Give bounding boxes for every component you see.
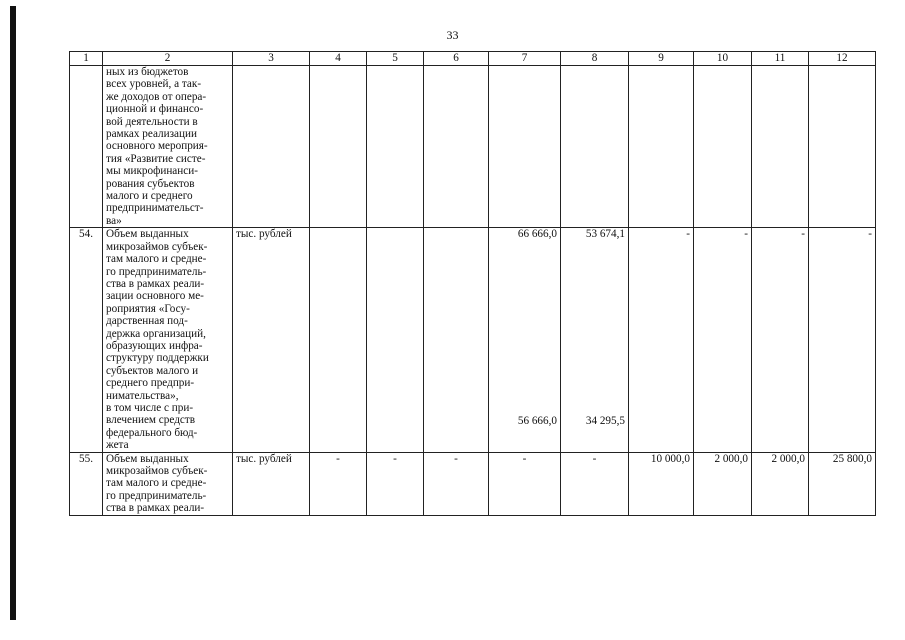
column-header: 8 (561, 52, 629, 66)
unit-cell: тыс. рублей (233, 228, 310, 452)
value-total: 66 666,0 (517, 228, 557, 241)
description-line: образующих инфра- (106, 339, 203, 352)
description-line: ства в рамках реали- (106, 502, 205, 515)
description-line: малого и среднего (106, 190, 193, 203)
value-cell-11: 2 000,0 (752, 452, 809, 515)
column-header: 5 (367, 52, 424, 66)
value-cell-6 (424, 66, 489, 228)
description-line: влечением средств (106, 414, 196, 427)
description-line: вой деятельности в (106, 115, 198, 128)
value-federal: 34 295,5 (585, 414, 625, 427)
description-line: рамках реализации (106, 128, 197, 141)
description-line: же доходов от опера- (106, 90, 207, 103)
column-header: 2 (103, 52, 233, 66)
row-description (103, 452, 233, 515)
value-cell-6 (424, 228, 489, 452)
value-cell-5: - (367, 452, 424, 515)
row-description (103, 228, 233, 452)
column-header: 3 (233, 52, 310, 66)
description-line: там малого и средне- (106, 253, 207, 266)
indicators-table (69, 51, 876, 516)
value-cell-8 (561, 66, 629, 228)
column-header: 4 (310, 52, 367, 66)
description-line: субъектов малого и (106, 364, 199, 377)
description-line: жета (106, 439, 129, 452)
description-line: всех уровней, а так- (106, 78, 202, 91)
description-line: предпринимательст- (106, 202, 204, 215)
description-line: роприятия «Госу- (106, 302, 190, 315)
value-federal: 56 666,0 (517, 414, 557, 427)
value-cell-10: - (694, 228, 752, 452)
description-line: микрозаймов субъек- (106, 240, 208, 253)
value-cell-5 (367, 228, 424, 452)
description-line: мы микрофинанси- (106, 165, 198, 178)
value-cell-9: 10 000,0 (629, 452, 694, 515)
unit-cell: тыс. рублей (233, 452, 310, 515)
column-header: 11 (752, 52, 809, 66)
unit-cell (233, 66, 310, 228)
value-cell-12: - (809, 228, 876, 452)
description-line: среднего предпри- (106, 377, 195, 390)
description-line: структуру поддержки (106, 352, 209, 365)
description-line: основного мероприя- (106, 140, 208, 153)
row-number: 54. (70, 228, 103, 452)
value-cell-12 (809, 66, 876, 228)
value-cell-7: - (489, 452, 561, 515)
value-cell-11: - (752, 228, 809, 452)
description-line: ства в рамках реали- (106, 277, 205, 290)
value-cell-4 (310, 66, 367, 228)
description-line: ных из бюджетов (106, 66, 189, 78)
description-line: го предприниматель- (106, 265, 207, 278)
column-header: 1 (70, 52, 103, 66)
description-line: дарственная под- (106, 315, 188, 328)
column-header: 7 (489, 52, 561, 66)
description-line: тия «Развитие систе- (106, 152, 206, 165)
value-cell-10: 2 000,0 (694, 452, 752, 515)
value-cell-10 (694, 66, 752, 228)
column-header: 6 (424, 52, 489, 66)
value-cell-7 (489, 66, 561, 228)
description-line: нимательства», (106, 389, 179, 402)
value-cell-12: 25 800,0 (809, 452, 876, 515)
column-header: 9 (629, 52, 694, 66)
value-cell-9: - (629, 228, 694, 452)
description-line: зации основного ме- (106, 290, 204, 303)
description-line: го предприниматель- (106, 489, 207, 502)
value-cell-8 (561, 228, 629, 452)
column-header: 12 (809, 52, 876, 66)
row-number (70, 66, 103, 228)
table-row (70, 66, 876, 228)
description-line: там малого и средне- (106, 477, 207, 490)
value-cell-7 (489, 228, 561, 452)
page-left-border (10, 6, 16, 620)
value-cell-4 (310, 228, 367, 452)
description-line: ва» (106, 214, 122, 227)
column-header: 10 (694, 52, 752, 66)
page-number: 33 (446, 28, 459, 42)
row-description (103, 66, 233, 228)
description-line: рования субъектов (106, 177, 195, 190)
value-cell-5 (367, 66, 424, 228)
value-cell-9 (629, 66, 694, 228)
value-cell-6: - (424, 452, 489, 515)
description-line: держка организаций, (106, 327, 206, 340)
value-cell-11 (752, 66, 809, 228)
description-line: федерального бюд- (106, 426, 198, 439)
row-number: 55. (70, 452, 103, 515)
description-line: Объем выданных (106, 452, 189, 465)
description-line: микрозаймов субъек- (106, 465, 208, 477)
description-line: Объем выданных (106, 228, 189, 241)
description-line: в том числе с при- (106, 401, 194, 414)
column-number-row (70, 52, 876, 66)
value-total: 53 674,1 (585, 228, 625, 241)
table-row (70, 228, 876, 452)
table-row (70, 452, 876, 515)
description-line: ционной и финансо- (106, 103, 204, 116)
value-cell-8: - (561, 452, 629, 515)
value-cell-4: - (310, 452, 367, 515)
